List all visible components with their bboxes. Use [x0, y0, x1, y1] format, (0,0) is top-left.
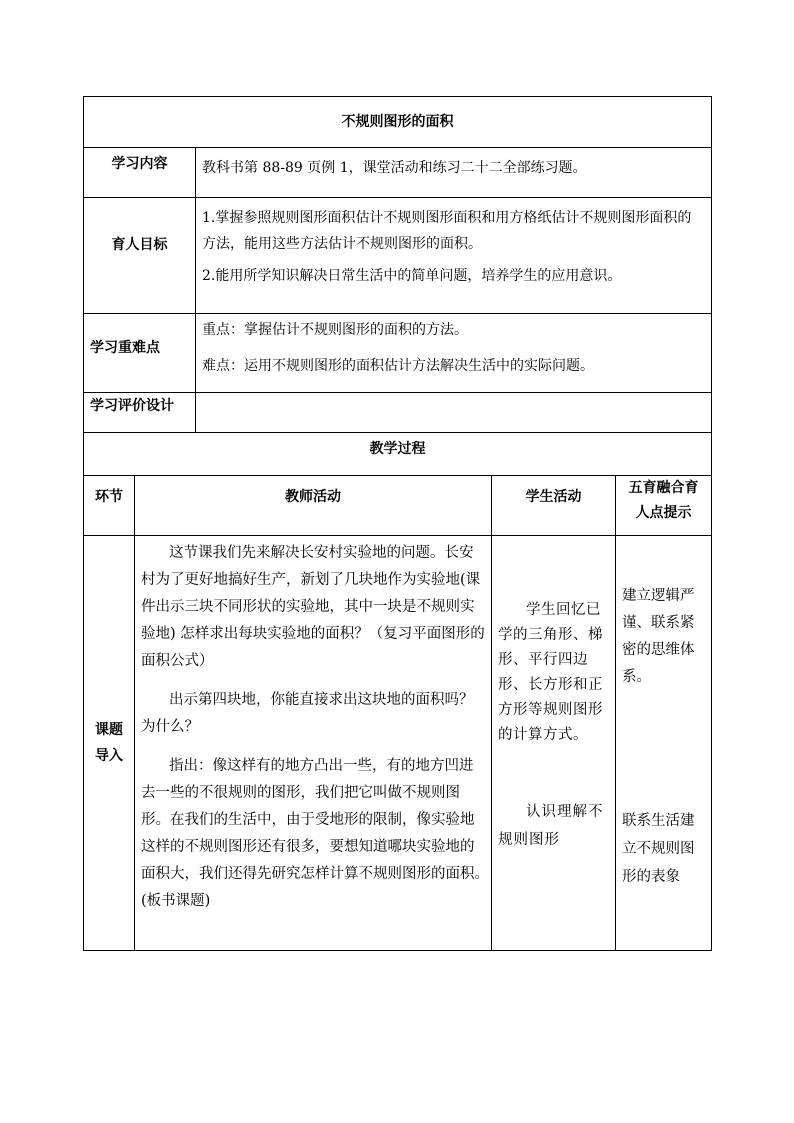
hint-2: 联系生活建立不规则图形的表象: [622, 813, 695, 885]
teacher-activity-2: 出示第四块地，你能直接求出这块地的面积吗？为什么？: [141, 692, 474, 735]
hint-1: 建立逻辑严谨、联系紧密的思维体系。: [622, 588, 695, 685]
process-row-intro: [84, 536, 712, 951]
col-header-stage: 环节: [84, 476, 135, 536]
evaluation-text: [196, 393, 712, 433]
goal-item-2: 2.能用所学知识解决日常生活中的简单问题，培养学生的应用意识。: [202, 268, 622, 284]
lesson-plan-document: [83, 96, 711, 951]
stage-name: 课题导入: [84, 536, 135, 951]
student-activity-2: 认识理解不规则图形: [498, 804, 604, 848]
lesson-plan-table: [83, 96, 712, 951]
process-title: 教学过程: [84, 433, 712, 476]
key-points-label: 学习重难点: [84, 314, 196, 393]
teacher-activity-3: 指出：像这样有的地方凸出一些，有的地方凹进去一些的不很规则的图形，我们把它叫做不规则图形。在我们的生活中，由于受地形的限制，像实验地这样的不规则图形还有很多，要想知道哪块实验地的面积大，我们还得先研究怎样计算不规则图形的面积。 (板书课题): [141, 758, 497, 909]
key-point-difficult: 难点：运用不规则图形的面积估计方法解决生活中的实际问题。: [202, 358, 594, 374]
goal-row: [84, 198, 712, 314]
content-label: 学习内容: [84, 148, 196, 198]
process-title-row: [84, 433, 712, 476]
key-point-main: 重点：掌握估计不规则图形的面积的方法。: [202, 322, 468, 338]
content-row: [84, 148, 712, 198]
goal-item-1: 1.掌握参照规则图形面积估计不规则图形面积和用方格纸估计不规则图形面积的方法，能用这些方法估计不规则图形的面积。: [202, 210, 692, 252]
page-title: 不规则图形的面积: [84, 97, 712, 148]
process-header-row: [84, 476, 712, 536]
student-activity-1: 学生回忆已学的三角形、梯形、平行四边形、长方形和正方形等规则图形的计算方式。: [498, 602, 603, 743]
goal-label: 育人目标: [84, 198, 196, 314]
col-header-hint: 五育融合育人点提示: [616, 476, 712, 536]
title-row: [84, 97, 712, 148]
col-header-teacher: 教师活动: [135, 476, 492, 536]
evaluation-row: [84, 393, 712, 433]
key-points-row: [84, 314, 712, 393]
content-text: 教科书第 88-89 页例 1，课堂活动和练习二十二全部练习题。: [196, 148, 712, 198]
col-header-student: 学生活动: [492, 476, 616, 536]
evaluation-label: 学习评价设计: [84, 393, 196, 433]
teacher-activity-1: 这节课我们先来解决长安村实验地的问题。长安村为了更好地搞好生产，新划了几块地作为实验地(课件出示三块不同形状的实验地，其中一块是不规则实验地) 怎样求出每块实验地的面积？（复习平面图形的面积公式）: [141, 545, 485, 669]
